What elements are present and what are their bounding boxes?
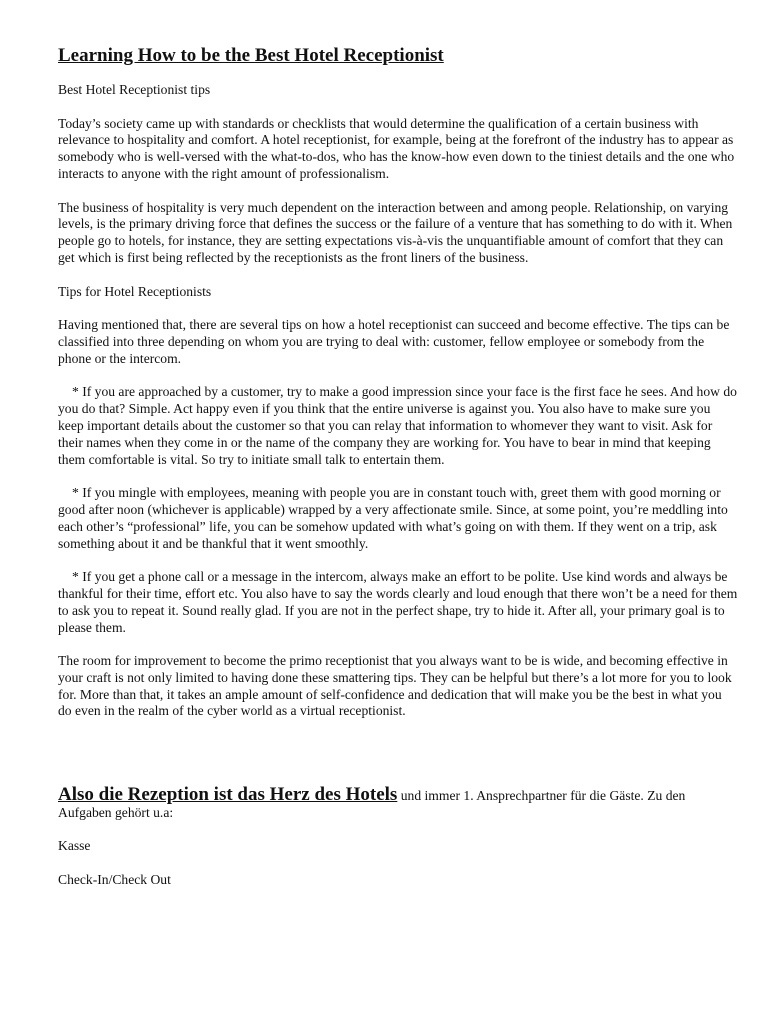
tip-employees: * If you mingle with employees, meaning with people you are in constant touch with, greet them with good morning or good after noon (whichever is applicable) wrapped by a very affectionate smile. Since, at some point, you’re meddling into each other’s “professional” life, you can be somehow updated with what’s going on with them. If they went on a trip, ask something about it and be thankful that it went smoothly. bbox=[58, 485, 728, 551]
tips-heading: Tips for Hotel Receptionists bbox=[58, 283, 212, 299]
german-item-checkin: Check-In/Check Out bbox=[58, 872, 171, 888]
paragraph-conclusion: The room for improvement to become the primo receptionist that you always want to be is wide, and becoming effective in your craft is not only limited to having done these smattering tips. They can be helpful but there’s a lot more for you to look for. More than that, it takes an ample amount of self-confidence and dedication that will make you be the best in what you do even in the realm of the cyber world as a virtual receptionist. bbox=[58, 653, 732, 719]
tip-phone: * If you get a phone call or a message in the intercom, always make an effort to be polite. Use kind words and always be thankful for their time, effort etc. You also have to say the words clearly and loud enough that there won’t be a need for them to ask you to repeat it. Sound really glad. If you are not in the perfect shape, try to hide it. After all, your primary goal is to please them. bbox=[58, 569, 738, 635]
german-heading: Also die Rezeption ist das Herz des Hotels bbox=[58, 784, 398, 806]
paragraph-hospitality: The business of hospitality is very much dependent on the interaction between and among people. Relationship, on varying levels, is the primary driving force that defines the success or the failure of a venture that has something to do with it. When people go to hotels, for instance, they are setting expectations vis-à-vis the unquantifiable amount of comfort that they can get which is first being reflected by the receptionists as the front liners of the business. bbox=[58, 199, 733, 265]
german-section bbox=[58, 784, 738, 822]
document-page bbox=[58, 44, 738, 906]
section-gap bbox=[58, 737, 738, 787]
document-subtitle: Best Hotel Receptionist tips bbox=[58, 82, 211, 97]
tip-customer: * If you are approached by a customer, try to make a good impression since your face is the first face he sees. And how do you do that? Simple. Act happy even if you think that the entire universe is against you. You also have to make sure you keep important details about the customer so that you can relay that information to whomever they want to visit. Ask for their names when they come in or the name of the company they are working for. You have to bear in mind that keeping them comfortable is vital. So try to initiate small talk to entertain them. bbox=[58, 384, 737, 467]
document-title: Learning How to be the Best Hotel Receptionist bbox=[58, 45, 444, 66]
german-heading-rest: und immer 1. Ansprechpartner für die Gäste. Zu den Aufgaben gehört u.a: bbox=[58, 788, 686, 820]
tips-intro: Having mentioned that, there are several tips on how a hotel receptionist can succeed and become effective. The tips can be classified into three depending on whom you are trying to deal with: customer, fellow employee or somebody from the phone or the intercom. bbox=[58, 317, 730, 366]
paragraph-intro: Today’s society came up with standards or checklists that would determine the qualification of a certain business with relevance to hospitality and comfort. A hotel receptionist, for example, being at the forefront of the industry has to appear as somebody who is well-versed with the what-to-dos, who has the know-how even down to the tiniest details and the one who interacts to anyone with the right amount of professionalism. bbox=[58, 115, 735, 181]
german-item-kasse: Kasse bbox=[58, 838, 91, 854]
